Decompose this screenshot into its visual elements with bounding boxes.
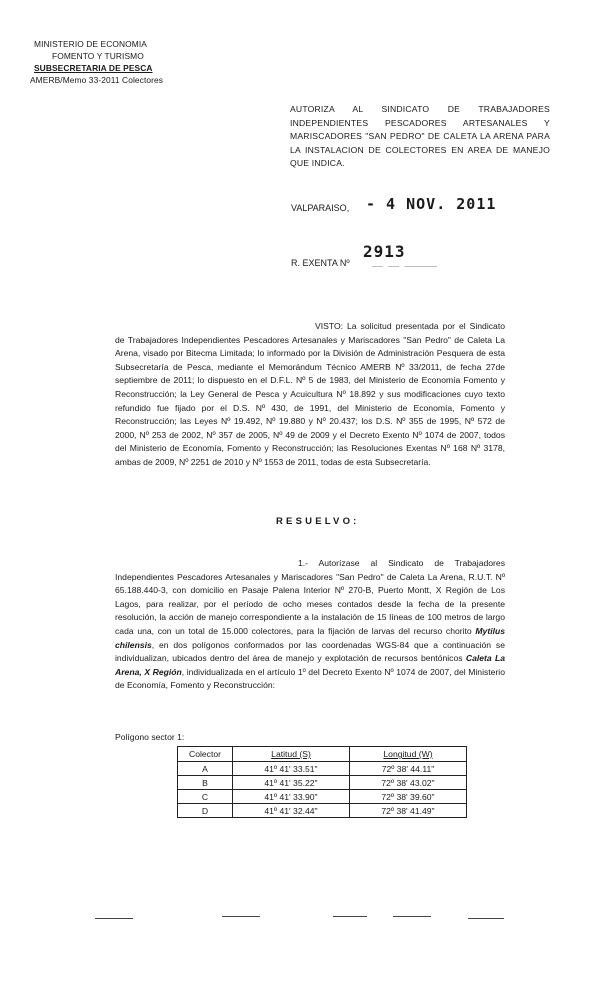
column-header: Latitud (S) [233,747,350,762]
column-header: Colector [178,747,233,762]
resuelvo-heading: RESUELVO: [276,516,360,527]
table-row [178,776,467,790]
visto-paragraph: VISTO: La solicitud presentada por el Sindicato de Trabajadores Independientes Pescadores Artesanales y Mariscadores "San Pedro" de Caleta La Arena, visado por Bitecma Limitada; lo informado por la División de Administración Pesquera de esta Subsecretaría de Pesca, mediante el Memorándum Técnico AMERB Nº 33/2011, de fecha 27de septiembre de 2011; lo dispuesto en el D.F.L. Nº 5 de 1983, del Ministerio de Economía Fomento y Reconstrucción; la Ley General de Pesca y Acuicultura Nº 18.892 y sus modificaciones cuyo texto refundido fue fijado por el D.S. Nº 430, de 1991, del Ministerio de Economía, Fomento y Reconstrucción; las Leyes Nº 19.492, Nº 19.880 y Nº 20.437; los D.S. Nº 355 de 1995, Nº 572 de 2000, Nº 253 de 2002, Nº 357 de 2005, Nº 49 de 2009 y el Decreto Exento Nº 1074 de 2007, todos del Ministerio de Economía, Fomento y Reconstrucción; las Resoluciones Exentas Nº 168 Nº 3178, ambas de 2009, Nº 2251 de 2010 y Nº 1553 de 2011, todas de esta Subsecretaría. [115,321,505,467]
table-cell: 72º 38' 39.60" [350,790,467,804]
resolution-blank-line: __ __ ______ [372,258,438,268]
article-1-text-c: , individualizada en el artículo 1º del Decreto Exento Nº 1074 de 2007, del Ministerio de Economía, Fomento y Reconstrucción: [115,666,505,691]
signature-line [95,918,133,919]
table-cell: B [178,776,233,790]
article-1-text-b: , en dos polígonos conformados por las coordenadas WGS-84 que a continuación se individualizan, ubicados dentro del área de manejo y explotación de recursos bentónicos [115,639,505,664]
table-cell: 41º 41' 32.44" [233,804,350,818]
table-cell: 41º 41' 33.90" [233,790,350,804]
area-name: Caleta La Arena, X Región [115,653,506,677]
signature-line [333,916,367,917]
polygon-label: Polígono sector 1: [115,732,185,742]
table-row [178,762,467,776]
ministry-subline: FOMENTO Y TURISMO [52,51,144,61]
table-cell: 72º 38' 43.02" [350,776,467,790]
article-1-text-a: 1.- Autorízase al Sindicato de Trabajadores Independientes Pescadores Artesanales y Mariscadores "San Pedro" de Caleta La Arena, R.U.T. Nº 65.188.440-3, con domicilio en Pasaje Palena Interior Nº 270-B, Puerto Montt, X Región de Los Lagos, para realizar, por el período de ocho meses contados desde la fecha de la presente resolución, la acción de manejo correspondiente a la instalación de 15 líneas de 100 metros de largo cada una, con un total de 15.000 colectores, para la fijación de larvas del recurso chorito [115,558,505,636]
signature-line [393,916,431,917]
subsecretaria-line: SUBSECRETARIA DE PESCA [34,63,153,73]
table-cell: 41º 41' 33.51" [233,762,350,776]
table-cell: 41º 41' 35.22" [233,776,350,790]
column-header: Longitud (W) [350,747,467,762]
coordinates-table [177,746,467,818]
table-cell: C [178,790,233,804]
resolution-label: R. EXENTA Nº [291,258,350,268]
signature-line [468,918,504,919]
table-cell: 72º 38' 41.49" [350,804,467,818]
place-label: VALPARAISO, [291,203,350,213]
table-row [178,790,467,804]
issuer-header [30,38,163,86]
table-header-row [178,747,467,762]
table-cell: D [178,804,233,818]
resolution-number: 2913 [363,242,406,261]
document-title: AUTORIZA AL SINDICATO DE TRABAJADORES INDEPENDIENTES PESCADORES ARTESANALES Y MARISCADORES "SAN PEDRO" DE CALETA LA ARENA PARA LA INSTALACION DE COLECTORES EN AREA DE MANEJO QUE INDICA. [290,104,550,169]
table-row [178,804,467,818]
species-name: Mytilus chilensis [115,625,505,650]
table-cell: A [178,762,233,776]
signature-line [222,916,260,917]
ministry-line: MINISTERIO DE ECONOMIA [34,39,147,49]
date-stamp: - 4 NOV. 2011 [366,195,497,213]
article-1-paragraph [115,557,505,693]
memo-reference: AMERB/Memo 33-2011 Colectores [30,75,164,85]
table-cell: 72º 38' 44.11" [350,762,467,776]
